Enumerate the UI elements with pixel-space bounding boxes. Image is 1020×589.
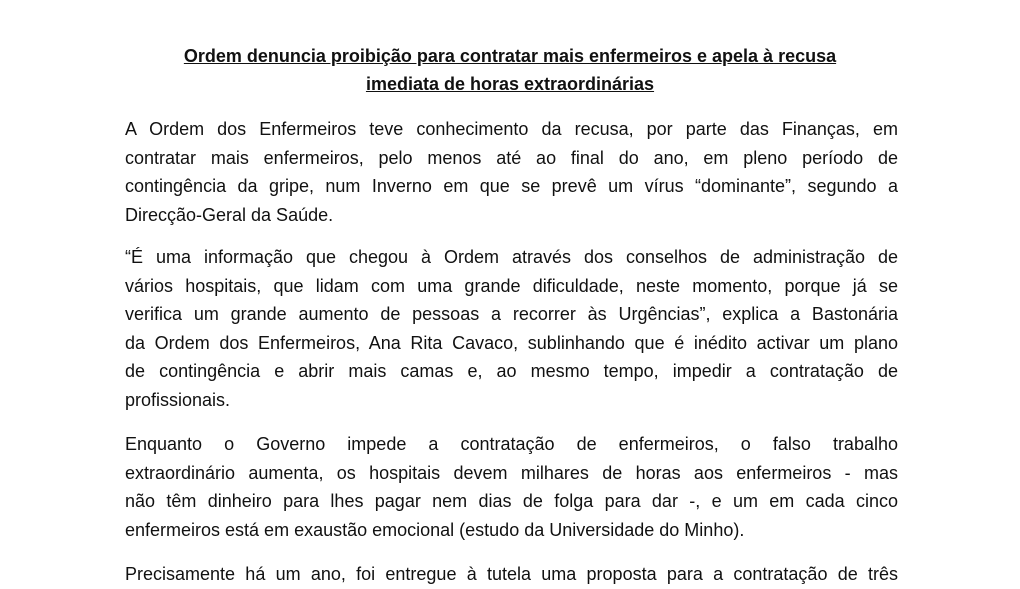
paragraph-3: [125, 430, 898, 544]
text-line: Precisamente há um ano, foi entregue à tutela uma proposta para a contratação de três: [125, 564, 898, 584]
text-line: contratar mais enfermeiros, pelo menos até ao final do ano, em pleno período de: [125, 147, 898, 168]
text-line: verifica um grande aumento de pessoas a recorrer às Urgências”, explica a Bastonária: [125, 304, 898, 324]
text-line: vários hospitais, que lidam com uma grande dificuldade, neste momento, porque já se: [125, 275, 898, 296]
text-line: “É uma informação que chegou à Ordem através dos conselhos de administração de: [125, 247, 898, 267]
text-line: contingência da gripe, num Inverno em que se prevê um vírus “dominante”, segundo a: [125, 176, 898, 196]
paragraph-2: [125, 243, 898, 414]
document-title: [110, 42, 910, 98]
paragraph-1: [125, 115, 898, 229]
title-line: Ordem denuncia proibição para contratar mais enfermeiros e apela à recusa: [183, 46, 837, 66]
text-line: de contingência e abrir mais camas e, ao mesmo tempo, impedir a contratação de: [125, 361, 898, 381]
text-line: não têm dinheiro para lhes pagar nem dias de folga para dar -, e um em cada cinco: [125, 491, 898, 511]
text-line: extraordinário aumenta, os hospitais devem milhares de horas aos enfermeiros - mas: [125, 462, 898, 483]
text-line: profissionais.: [125, 389, 231, 410]
text-line: Enquanto o Governo impede a contratação de enfermeiros, o falso trabalho: [125, 434, 898, 454]
text-line: Direcção-Geral da Saúde.: [125, 204, 334, 225]
text-line: enfermeiros está em exaustão emocional (estudo da Universidade do Minho).: [125, 519, 745, 540]
paragraph-4: [125, 560, 898, 589]
title-line: imediata de horas extraordinárias: [365, 74, 655, 94]
text-line: A Ordem dos Enfermeiros teve conhecimento da recusa, por parte das Finanças, em: [125, 119, 898, 139]
text-line: da Ordem dos Enfermeiros, Ana Rita Cavaco, sublinhando que é inédito activar um plano: [125, 332, 898, 353]
